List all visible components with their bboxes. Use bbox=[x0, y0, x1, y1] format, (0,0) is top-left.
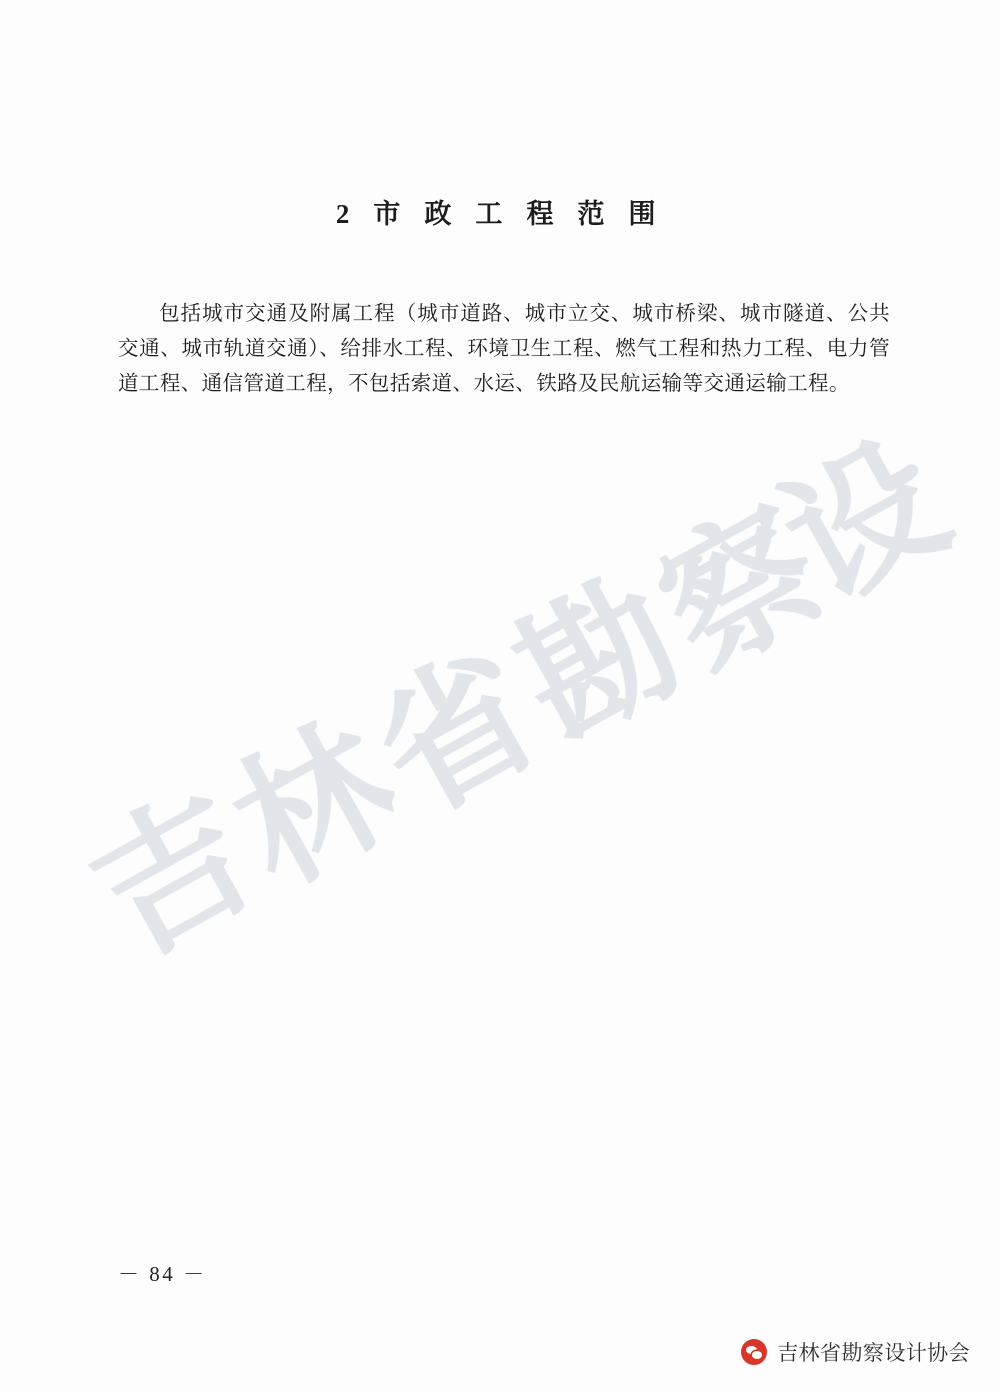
watermark-char: 察 bbox=[632, 475, 850, 703]
footer-account-name: 吉林省勘察设计协会 bbox=[777, 1341, 970, 1365]
watermark-char: 吉 bbox=[64, 761, 282, 989]
watermark-char: 勘 bbox=[490, 547, 708, 775]
body-paragraph: 包括城市交通及附属工程（城市道路、城市立交、城市桥梁、城市隧道、公共交通、城市轨道交通）、给排水工程、环境卫生工程、燃气工程和热力工程、电力管道工程、通信管道工程，不包括索道、水运、铁路及民航运输等交通运输工程。 bbox=[118, 303, 890, 395]
page-title: 2 市 政 工 程 范 围 bbox=[335, 199, 665, 229]
watermark-char: 省 bbox=[348, 619, 566, 847]
wechat-icon bbox=[741, 1339, 767, 1365]
watermark-char: 设 bbox=[756, 407, 974, 635]
watermark bbox=[64, 407, 974, 989]
page-number: － 84 － bbox=[118, 1262, 207, 1286]
footer-account-badge bbox=[741, 1337, 970, 1367]
watermark-char: 林 bbox=[206, 691, 424, 919]
